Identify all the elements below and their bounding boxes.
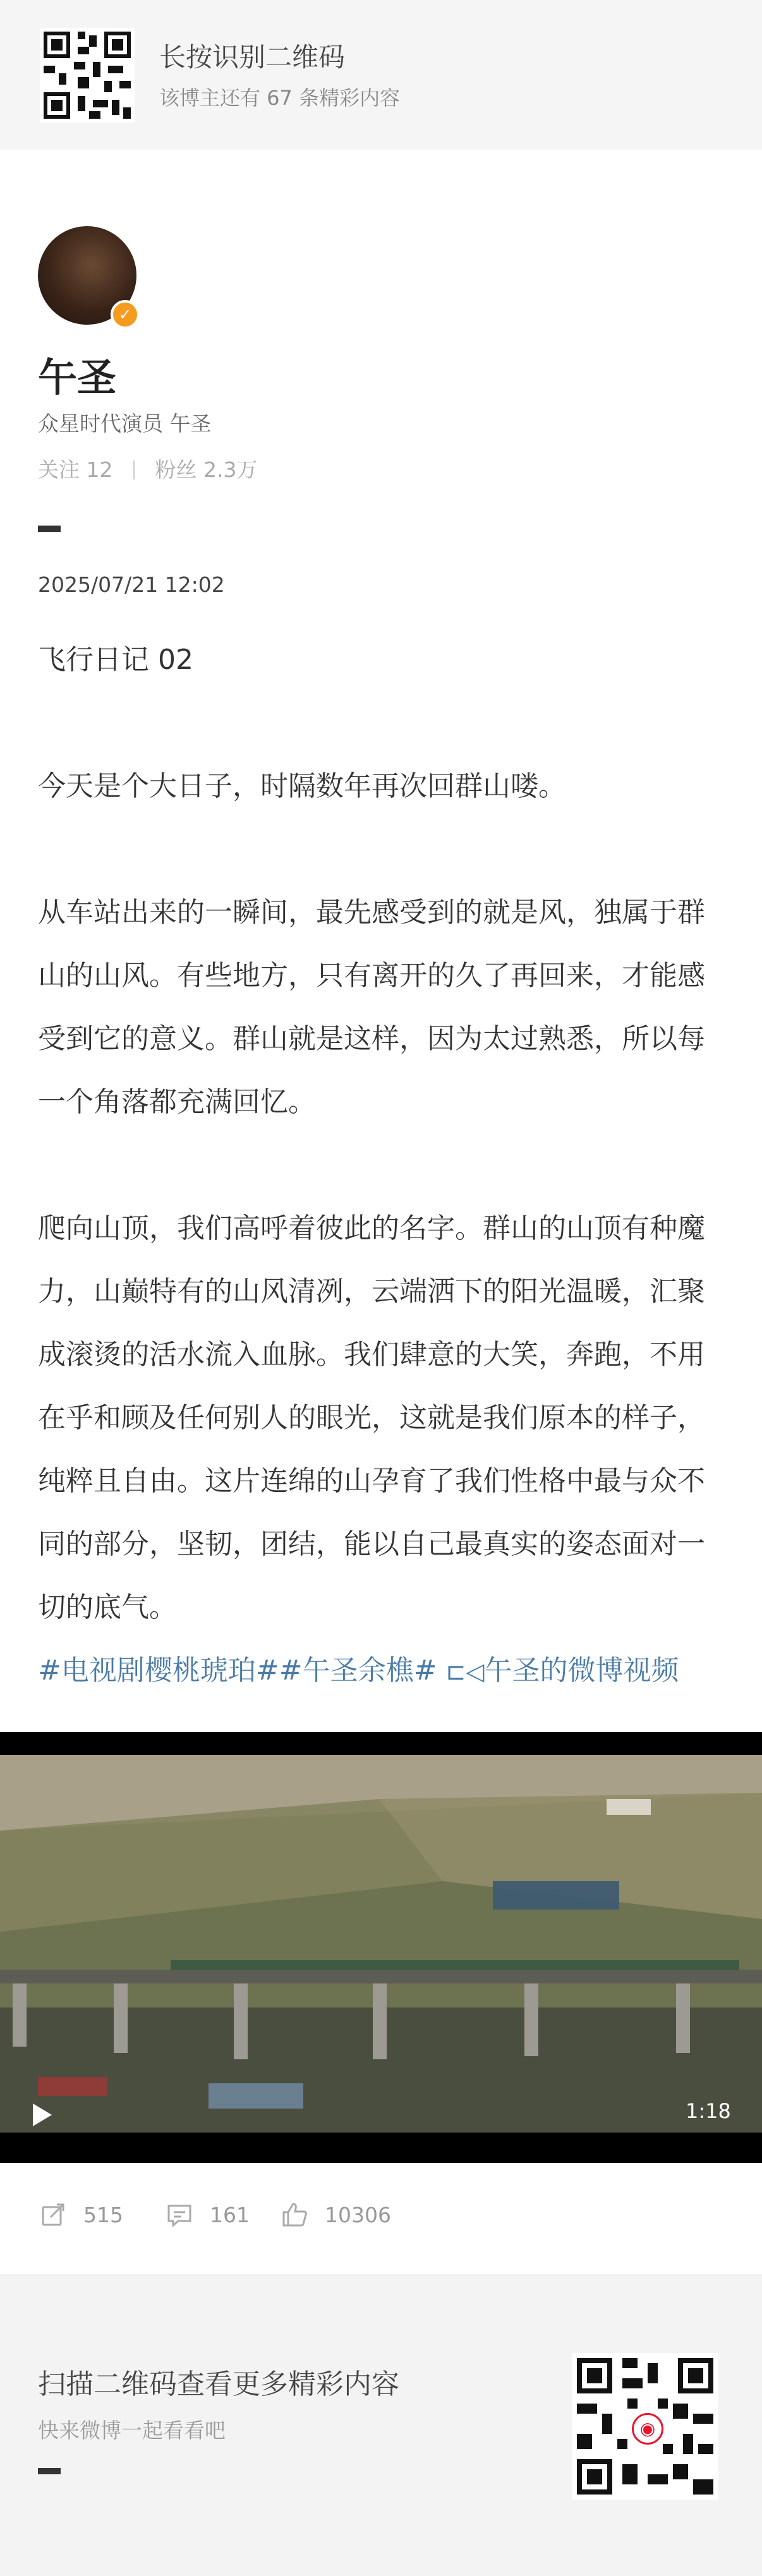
video-thumbnail	[0, 1755, 762, 2133]
following-count: 12	[86, 457, 113, 482]
post-paragraph-2: 从车站出来的一瞬间，最先感受到的就是风，独属于群山的山风。有些地方，只有离开的久了再回来，才能感受到它的意义。群山就是这样，因为太过熟悉，所以每一个角落都充满回忆。	[38, 896, 705, 1118]
video-landscape	[0, 1755, 762, 2133]
following-label: 关注	[38, 457, 80, 482]
play-icon[interactable]	[33, 2104, 52, 2126]
post-title: 飞行日记 02	[38, 644, 193, 676]
footer-title: 扫描二维码查看更多精彩内容	[38, 2368, 399, 2400]
repost-count: 515	[83, 2202, 123, 2227]
post-tags	[38, 1639, 727, 1703]
comment-count: 161	[210, 2202, 250, 2227]
video-player[interactable]	[0, 1732, 762, 2163]
stats-divider	[133, 460, 135, 479]
footer-divider	[38, 2468, 61, 2474]
repost-button[interactable]	[39, 2201, 123, 2229]
paragraph-gap	[38, 818, 727, 881]
profile-stats	[38, 454, 257, 483]
repost-icon	[39, 2201, 67, 2229]
like-icon	[281, 2201, 308, 2229]
video-link-icon: ⊏◁	[445, 1658, 485, 1685]
paragraph-gap	[38, 1134, 727, 1197]
verified-badge-icon: ✓	[111, 300, 140, 329]
top-banner	[0, 0, 762, 150]
followers-count: 2.3万	[203, 457, 258, 482]
hashtag-link[interactable]: #午圣余樵#	[279, 1654, 437, 1687]
comment-button[interactable]	[166, 2201, 250, 2229]
video-duration: 1:18	[686, 2099, 731, 2123]
banner-subtitle: 该博主还有 67 条精彩内容	[159, 86, 401, 110]
paragraph-gap	[38, 692, 727, 755]
post-body	[38, 629, 727, 1703]
section-divider	[38, 526, 61, 532]
like-button[interactable]	[281, 2201, 391, 2229]
post-paragraph-1: 今天是个大日子，时隔数年再次回群山喽。	[38, 770, 566, 802]
qr-code-icon[interactable]	[40, 28, 135, 123]
banner-title: 长按识别二维码	[159, 42, 346, 73]
weibo-logo-icon: ◉	[632, 2413, 663, 2445]
video-link[interactable]: 午圣的微博视频	[484, 1654, 679, 1687]
profile-bio: 众星时代演员 午圣	[38, 411, 212, 436]
like-count: 10306	[325, 2202, 391, 2227]
comment-icon	[166, 2201, 193, 2229]
profile-name[interactable]: 午圣	[38, 354, 117, 400]
footer-subtitle: 快来微博一起看看吧	[38, 2418, 226, 2443]
post-paragraph-3: 爬向山顶，我们高呼着彼此的名字。群山的山顶有种魔力，山巅特有的山风清冽，云端洒下的阳光温暖，汇聚成滚烫的活水流入血脉。我们肆意的大笑，奔跑，不用在乎和顾及任何别人的眼光，这就是我们原本的样子，纯粹且自由。这片连绵的山孕育了我们性格中最与众不同的部分，坚韧，团结，能以自己最真实的姿态面对一切的底气。	[38, 1212, 705, 1623]
post-date: 2025/07/21 12:02	[38, 572, 225, 597]
action-bar	[0, 2192, 762, 2236]
hashtag-link[interactable]: #电视剧樱桃琥珀#	[38, 1654, 279, 1687]
followers-label: 粉丝	[155, 457, 197, 482]
